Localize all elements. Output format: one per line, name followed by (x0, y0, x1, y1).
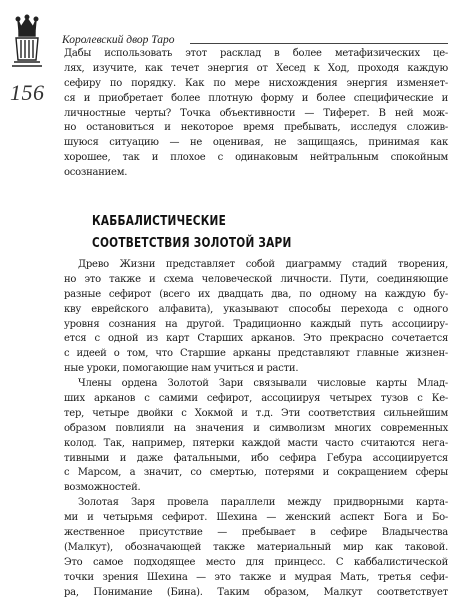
text-line: но остановиться и некоторое время пребывать, исследуя сложив- (64, 122, 448, 134)
text-line: осознанием. (64, 167, 128, 179)
text-line: разные сефирот (всего их двадцать два, по одному на каждую бу- (64, 288, 448, 300)
text-line: ные уроки, помогающие нам учиться и расти. (64, 363, 299, 375)
text-line: образом повлияли на значения и символизм многих современных (64, 422, 448, 434)
section-heading-line: КАББАЛИСТИЧЕСКИЕ (92, 213, 227, 229)
text-line: ется с одной из карт Старших арканов. Это прекрасно сочетается (64, 333, 448, 345)
section-heading-line: СООТВЕТСТВИЯ ЗОЛОТОЙ ЗАРИ (92, 235, 292, 251)
text-line: Это самое подходящее место для принцесс. С каббалистической (64, 556, 448, 568)
text-line: кву еврейского алфавита), указывают способы перехода с одного (64, 303, 448, 315)
text-line: ра, Понимание (Бина). Таким образом, Малкут соответствует (64, 586, 448, 598)
section-heading (92, 210, 291, 254)
text-line: тер, четыре двойки с Хокмой и т.д. Эти соответствия сильнейшим (64, 407, 448, 419)
text-line: личностные черты? Точка объективности — Тиферет. В ней мож- (64, 107, 448, 119)
text-line: Золотая Заря провела параллели между придворными карта- (78, 497, 448, 509)
text-line: ми и четырьмя сефирот. Шехина — женский аспект Бога и Бо- (64, 512, 448, 524)
text-line: с идеей о том, что Старшие арканы представляют главные жизнен- (64, 348, 448, 360)
text-line: но это также и схема человеческой личности. Пути, соединяющие (64, 273, 448, 285)
text-line: ся и приобретает более плотную форму и более специфические и (64, 92, 448, 104)
header-rule (190, 43, 448, 44)
text-line: уровня сознания на другой. Традиционно каждый путь ассоцииру- (64, 318, 448, 330)
text-line: Древо Жизни представляет собой диаграмму стадий творения, (78, 259, 448, 270)
intro-paragraph (64, 47, 448, 181)
text-line: возможностей. (64, 482, 141, 494)
crown-emblem-icon (6, 14, 48, 70)
text-line: лях, изучите, как течет энергия от Хесед к Ход, проходя каждую (64, 62, 448, 74)
text-line: шуюся ситуацию — не оценивая, не защищаясь, принимая как (64, 137, 448, 149)
text-line: колод. Так, например, пятерки каждой масти часто считаются нега- (64, 437, 448, 449)
text-line: жественное присутствие — пребывает в сефире Владычества (64, 527, 448, 539)
text-line: Дабы использовать этот расклад в более метафизических це- (64, 48, 448, 59)
running-head-title: Королевский двор Таро (62, 34, 175, 46)
text-line: точки зрения Шехина — это также и мудрая Мать, третья сефи- (64, 571, 448, 583)
text-line: тивными и даже фатальными, ибо сефира Гебура ассоциируется (64, 452, 448, 464)
text-line: (Малкут), обозначающей также материальный мир как таковой. (64, 541, 448, 553)
text-line: с Марсом, а значит, со смертью, потерями и сокращением сферы (64, 467, 448, 479)
text-line: хорошее, так и плохое с одинаковым нейтральным спокойным (64, 152, 448, 164)
text-line: ших арканов с самими сефирот, ассоциируя четырех тузов с Ке- (64, 393, 448, 405)
text-line: Члены ордена Золотой Зари связывали числовые карты Млад- (78, 378, 448, 390)
page-number: 156 (10, 80, 45, 105)
text-line: сефиру по порядку. Как по мере нисхождения энергия изменяет- (64, 77, 448, 89)
body-text (64, 258, 448, 600)
